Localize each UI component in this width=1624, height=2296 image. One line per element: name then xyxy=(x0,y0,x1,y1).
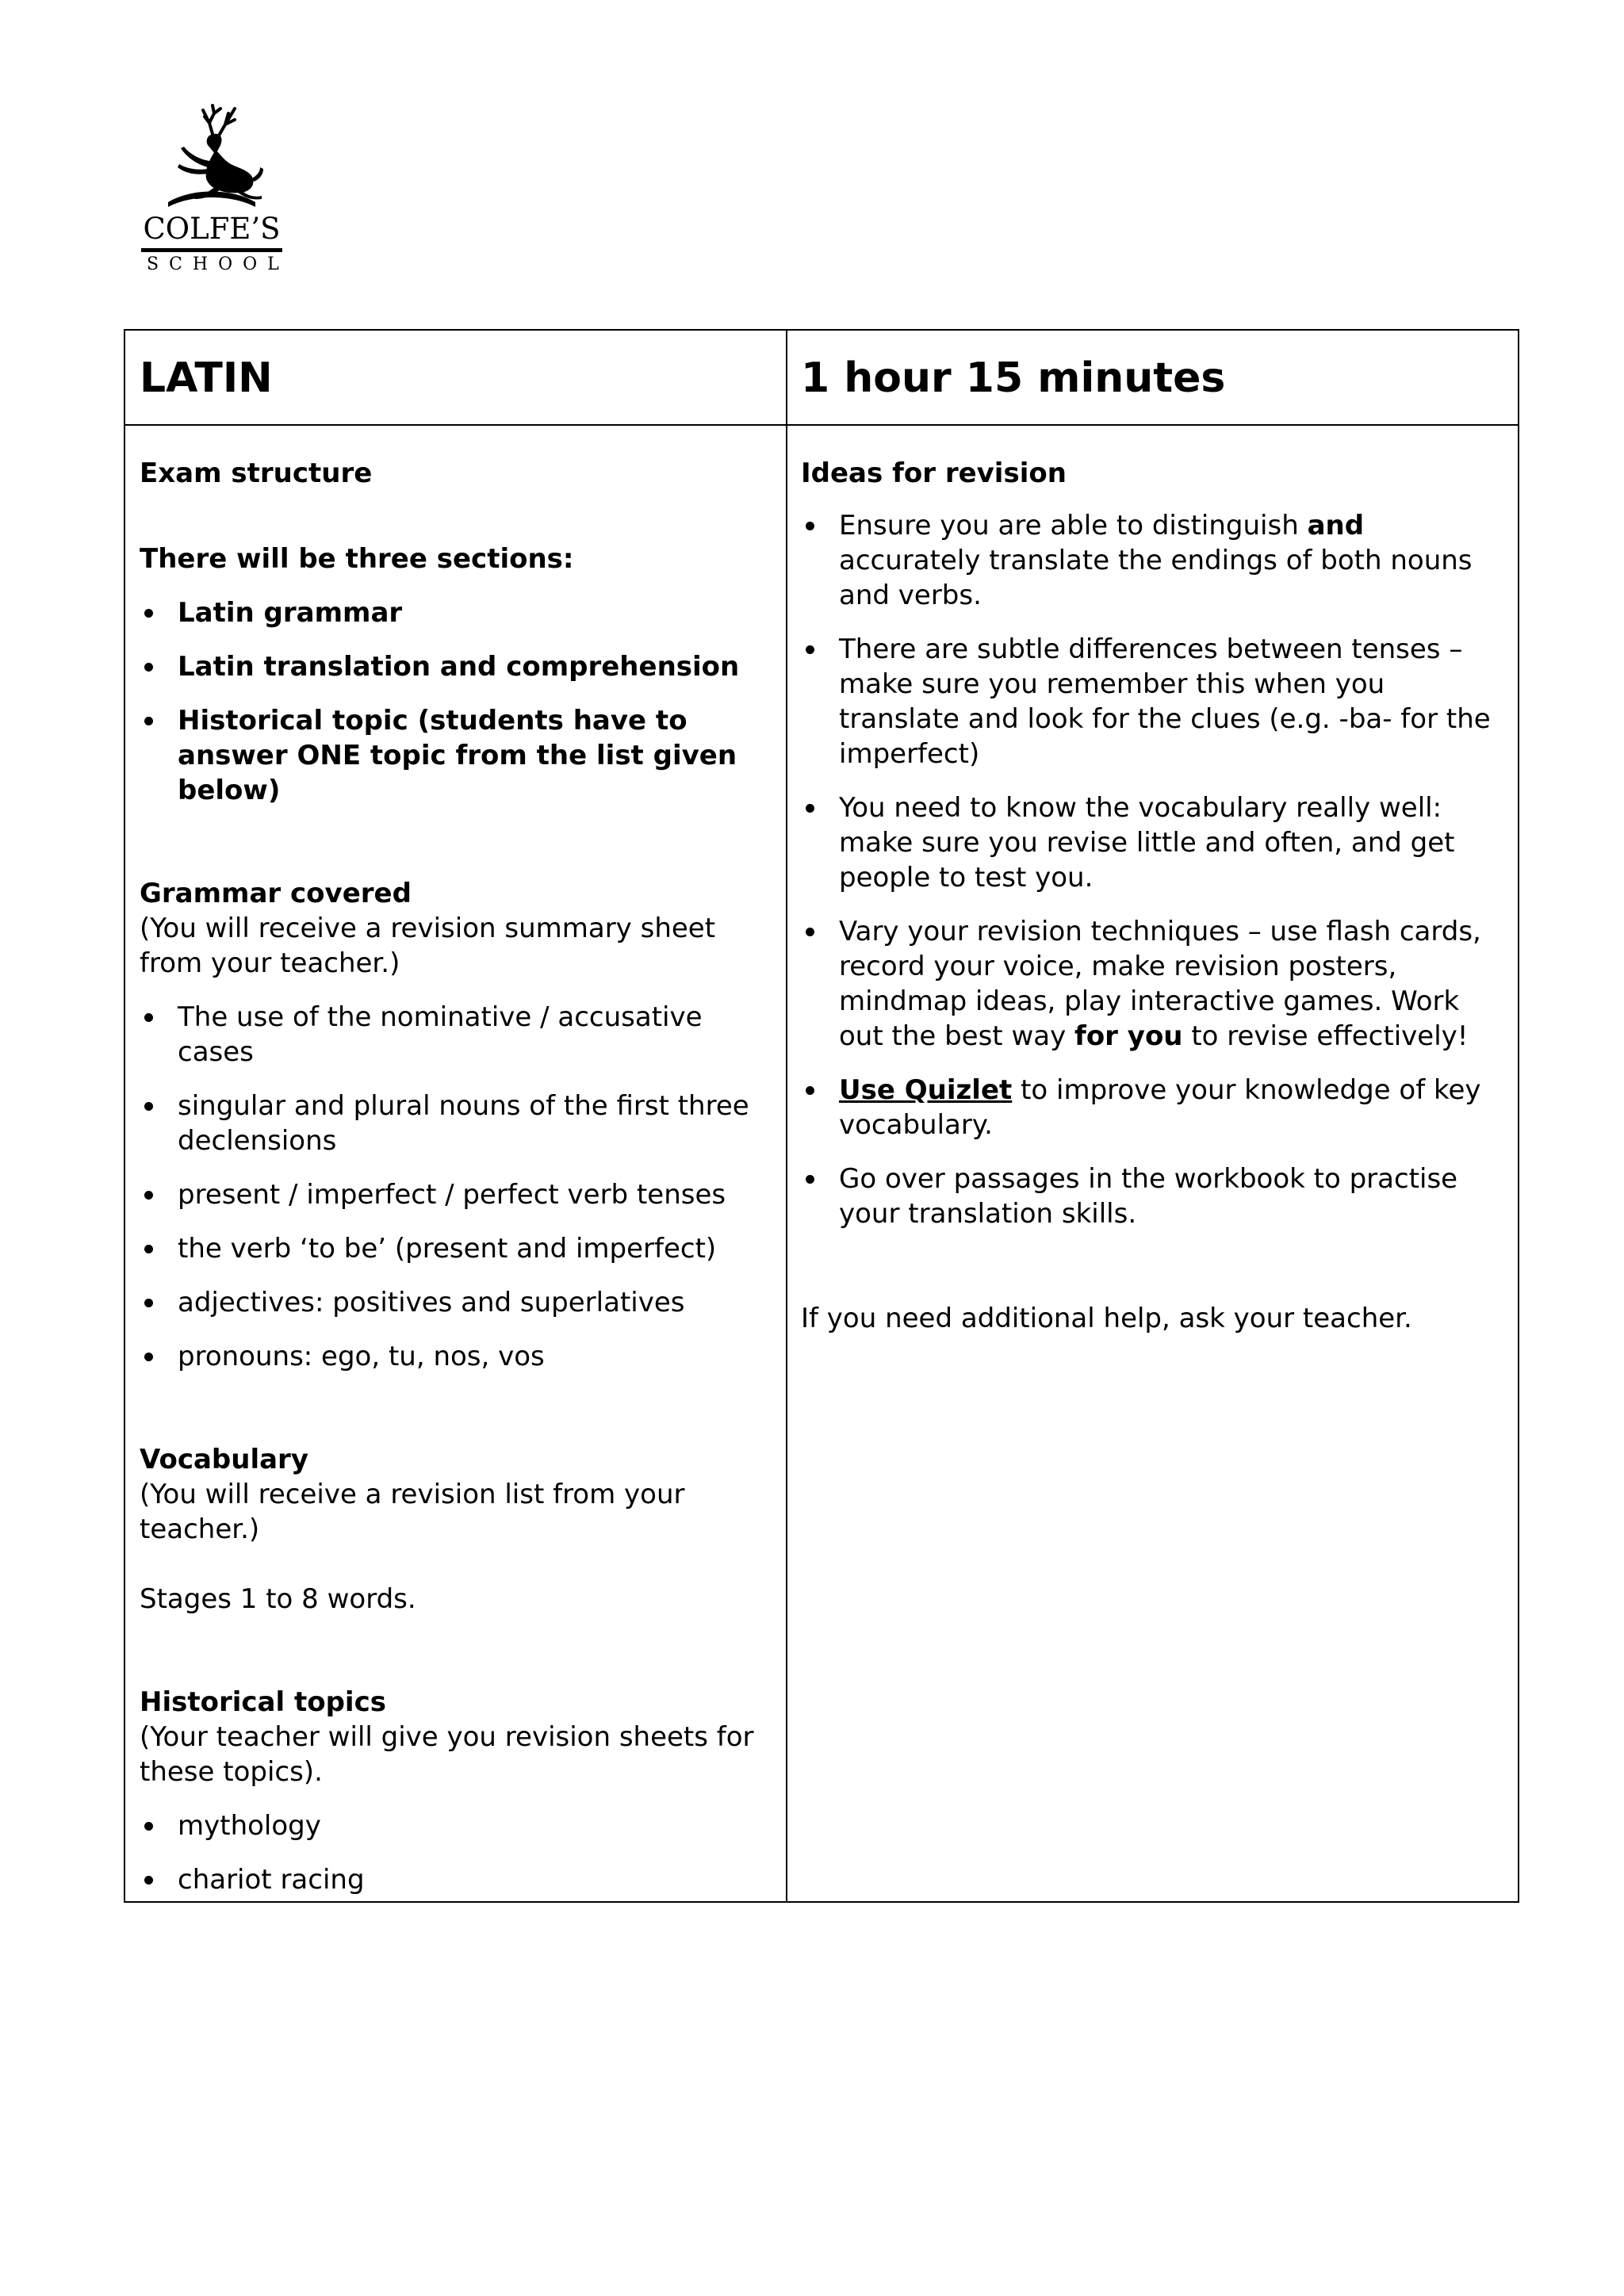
exam-duration: 1 hour 15 minutes xyxy=(801,354,1226,402)
header-divider xyxy=(125,424,1518,426)
right-column xyxy=(801,456,1507,1336)
list-item: Latin translation and comprehension xyxy=(140,649,774,684)
list-item: Ensure you are able to distinguish and accurately translate the endings of both nouns and verbs. xyxy=(801,508,1507,613)
logo-subtitle: SCHOOL xyxy=(147,254,289,274)
list-item: The use of the nominative / accusative cases xyxy=(140,1000,774,1070)
grammar-heading: Grammar covered xyxy=(140,878,412,909)
list-item: Use Quizlet to improve your knowledge of key vocabulary. xyxy=(801,1073,1507,1142)
vocabulary-detail: Stages 1 to 8 words. xyxy=(140,1583,416,1615)
quizlet-link[interactable]: Use Quizlet xyxy=(839,1074,1013,1106)
list-item: Vary your revision techniques – use flash cards, record your voice, make revision posters, mindmap ideas, play interactive games. Work out the best way for you to revise effectively! xyxy=(801,914,1507,1054)
list-item: Latin grammar xyxy=(140,595,774,630)
list-item: singular and plural nouns of the first three declensions xyxy=(140,1089,774,1158)
historical-list xyxy=(140,1808,774,1897)
historical-note: (Your teacher will give you revision sheets for these topics). xyxy=(140,1721,754,1788)
school-logo xyxy=(136,99,287,283)
revision-ideas-heading: Ideas for revision xyxy=(801,457,1067,489)
grammar-note: (You will receive a revision summary sheet from your teacher.) xyxy=(140,913,716,979)
list-item: the verb ‘to be’ (present and imperfect) xyxy=(140,1231,774,1266)
sections-intro: There will be three sections: xyxy=(140,543,574,575)
list-item: present / imperfect / perfect verb tenses xyxy=(140,1177,774,1212)
stag-icon xyxy=(136,99,287,210)
grammar-list xyxy=(140,1000,774,1374)
sections-list xyxy=(140,595,774,808)
historical-heading: Historical topics xyxy=(140,1686,386,1718)
logo-divider xyxy=(141,248,282,252)
list-item: mythology xyxy=(140,1808,774,1843)
left-column xyxy=(140,456,774,1897)
exam-structure-heading: Exam structure xyxy=(140,457,373,489)
list-item: pronouns: ego, tu, nos, vos xyxy=(140,1339,774,1374)
list-item: You need to know the vocabulary really well: make sure you revise little and often, and get people to test you. xyxy=(801,790,1507,895)
help-note: If you need additional help, ask your teacher. xyxy=(801,1303,1412,1334)
subject-title: LATIN xyxy=(140,354,273,402)
logo-wordmark: COLFE’S xyxy=(143,212,281,246)
list-item: Historical topic (students have to answer ONE topic from the list given below) xyxy=(140,703,774,808)
list-item: Go over passages in the workbook to practise your translation skills. xyxy=(801,1161,1507,1231)
vocabulary-heading: Vocabulary xyxy=(140,1444,308,1475)
vocabulary-note: (You will receive a revision list from your teacher.) xyxy=(140,1479,685,1545)
list-item: There are subtle differences between tenses – make sure you remember this when you translate and look for the clues (e.g. -ba- for the imperfect) xyxy=(801,632,1507,771)
column-divider xyxy=(786,331,787,1901)
list-item: adjectives: positives and superlatives xyxy=(140,1285,774,1320)
revision-ideas-list xyxy=(801,508,1507,1231)
revision-table xyxy=(124,329,1519,1903)
list-item: chariot racing xyxy=(140,1862,774,1897)
